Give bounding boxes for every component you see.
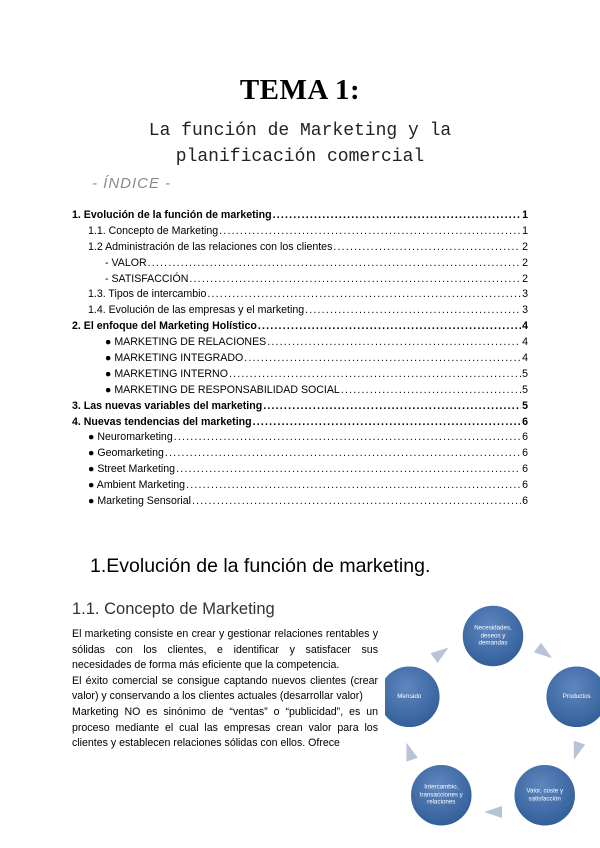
toc-entry-label: 1.1. Concepto de Marketing <box>88 224 219 237</box>
toc-leader-dots <box>192 495 521 507</box>
cycle-arrow-icon <box>430 648 448 663</box>
cycle-arrow-icon <box>484 806 502 818</box>
toc-leader-dots <box>253 416 522 428</box>
toc-entry-label: 3. Las nuevas variables del marketing <box>72 399 263 412</box>
toc-entry-label: 1.4. Evolución de las empresas y el marketing <box>88 304 305 317</box>
toc-page-number: 6 <box>522 495 528 508</box>
toc-leader-dots <box>176 463 521 475</box>
toc-page-number: 6 <box>522 415 528 428</box>
toc-page-number: 3 <box>522 304 528 317</box>
toc-entry[interactable] <box>72 447 528 463</box>
toc-entry-label: ● MARKETING DE RESPONSABILIDAD SOCIAL <box>105 383 340 396</box>
toc-page-number: 6 <box>522 479 528 492</box>
toc-leader-dots <box>165 447 521 459</box>
paragraph: Marketing NO es sinónimo de “ventas” o “publicidad”, es un proceso mediante el cual las empresas crean valor para los clientes y establecen relaciones sólidas con ellos. Ofrece <box>72 705 378 750</box>
toc-entry[interactable] <box>72 304 528 320</box>
toc-page-number: 2 <box>522 256 528 269</box>
toc-entry-label: 1.3. Tipos de intercambio <box>88 288 207 301</box>
toc-entry[interactable] <box>72 241 528 257</box>
toc-leader-dots <box>186 479 521 491</box>
toc-leader-dots <box>258 320 521 332</box>
toc-page-number: 5 <box>522 383 528 396</box>
toc-entry[interactable] <box>72 273 528 289</box>
toc-page-number: 6 <box>522 447 528 460</box>
toc-leader-dots <box>219 225 521 237</box>
toc-entry[interactable] <box>72 400 528 416</box>
document-subtitle <box>0 118 600 170</box>
toc-leader-dots <box>244 352 521 364</box>
toc-leader-dots <box>189 273 521 285</box>
section-heading: 1.Evolución de la función de marketing. <box>90 555 431 577</box>
toc-leader-dots <box>229 368 521 380</box>
toc-entry-label: ● Marketing Sensorial <box>88 495 191 508</box>
toc-page-number: 6 <box>522 463 528 476</box>
toc-leader-dots <box>333 241 521 253</box>
cycle-arrow-icon <box>574 741 585 760</box>
toc-page-number: 1 <box>522 224 528 237</box>
index-label: - ÍNDICE - <box>92 175 172 192</box>
toc-entry[interactable] <box>72 431 528 447</box>
toc-page-number: 6 <box>522 431 528 444</box>
paragraph: El marketing consiste en crear y gestionar relaciones rentables y sólidas con los clientes, e identificar y satisfacer sus necesidades de forma más eficiente que la competencia. <box>72 628 378 672</box>
toc-entry[interactable] <box>72 368 528 384</box>
cycle-node-label: Necesidades, deseos y demandas <box>474 624 512 647</box>
toc-leader-dots <box>174 431 521 443</box>
cycle-arrow-icon <box>406 743 417 762</box>
toc-entry[interactable] <box>72 495 528 511</box>
toc-entry[interactable] <box>72 209 528 225</box>
toc-page-number: 4 <box>522 320 528 333</box>
toc-leader-dots <box>148 257 521 269</box>
toc-leader-dots <box>341 384 521 396</box>
subtitle-line-1: La función de Marketing y la <box>148 121 452 141</box>
toc-page-number: 2 <box>522 240 528 253</box>
toc-page-number: 3 <box>522 288 528 301</box>
toc-page-number: 2 <box>522 272 528 285</box>
toc-entry-label: - VALOR <box>105 256 147 269</box>
cycle-node-label: Productos <box>562 693 591 700</box>
toc-entry[interactable] <box>72 463 528 479</box>
subsection-heading: 1.1. Concepto de Marketing <box>72 600 275 618</box>
toc-page-number: 4 <box>522 336 528 349</box>
toc-entry[interactable] <box>72 225 528 241</box>
toc-entry-label: 1. Evolución de la función de marketing <box>72 209 272 221</box>
toc-entry-label: ● Street Marketing <box>88 463 176 476</box>
toc-entry-label: - SATISFACCIÓN <box>105 272 189 285</box>
toc-entry[interactable] <box>72 352 528 368</box>
toc-leader-dots <box>305 304 521 316</box>
toc-entry-label: 4. Nuevas tendencias del marketing <box>72 415 252 428</box>
cycle-node-label: Valor, coste y satisfacción <box>526 787 564 803</box>
toc-entry-label: 1.2 Administración de las relaciones con los clientes <box>88 240 333 253</box>
paragraph: El éxito comercial se consigue captando nuevos clientes (crear valor) y conservando a los clientes actuales (desarrollar valor) <box>72 674 378 703</box>
toc-page-number: 1 <box>522 209 528 221</box>
toc-entry-label: ● Geomarketing <box>88 447 164 460</box>
cycle-node-label: Intercambio, transacciones y relaciones <box>419 783 463 806</box>
toc-leader-dots <box>263 400 521 412</box>
toc-entry[interactable] <box>72 288 528 304</box>
toc-page-number: 5 <box>522 367 528 380</box>
toc-leader-dots <box>207 288 521 300</box>
cycle-arrow-icon <box>534 643 552 658</box>
table-of-contents <box>72 209 528 511</box>
toc-entry-label: ● MARKETING INTEGRADO <box>105 352 244 365</box>
toc-page-number: 4 <box>522 352 528 365</box>
subtitle-line-2: planificación comercial <box>175 147 425 167</box>
toc-entry[interactable] <box>72 320 528 336</box>
toc-entry[interactable] <box>72 336 528 352</box>
toc-leader-dots <box>273 209 522 221</box>
document-title: TEMA 1: <box>239 74 361 106</box>
toc-entry[interactable] <box>72 416 528 432</box>
toc-entry-label: ● MARKETING DE RELACIONES <box>105 336 267 349</box>
toc-entry[interactable] <box>72 384 528 400</box>
marketing-cycle-diagram <box>385 604 600 844</box>
cycle-node-label: Mercado <box>397 693 422 700</box>
toc-entry-label: ● Ambient Marketing <box>88 479 186 492</box>
body-text <box>72 627 378 752</box>
toc-entry-label: ● MARKETING INTERNO <box>105 367 228 380</box>
toc-leader-dots <box>267 336 521 348</box>
toc-entry-label: 2. El enfoque del Marketing Holístico <box>72 320 257 333</box>
toc-entry[interactable] <box>72 479 528 495</box>
toc-page-number: 5 <box>522 399 528 412</box>
toc-entry-label: ● Neuromarketing <box>88 431 173 444</box>
toc-entry[interactable] <box>72 257 528 273</box>
